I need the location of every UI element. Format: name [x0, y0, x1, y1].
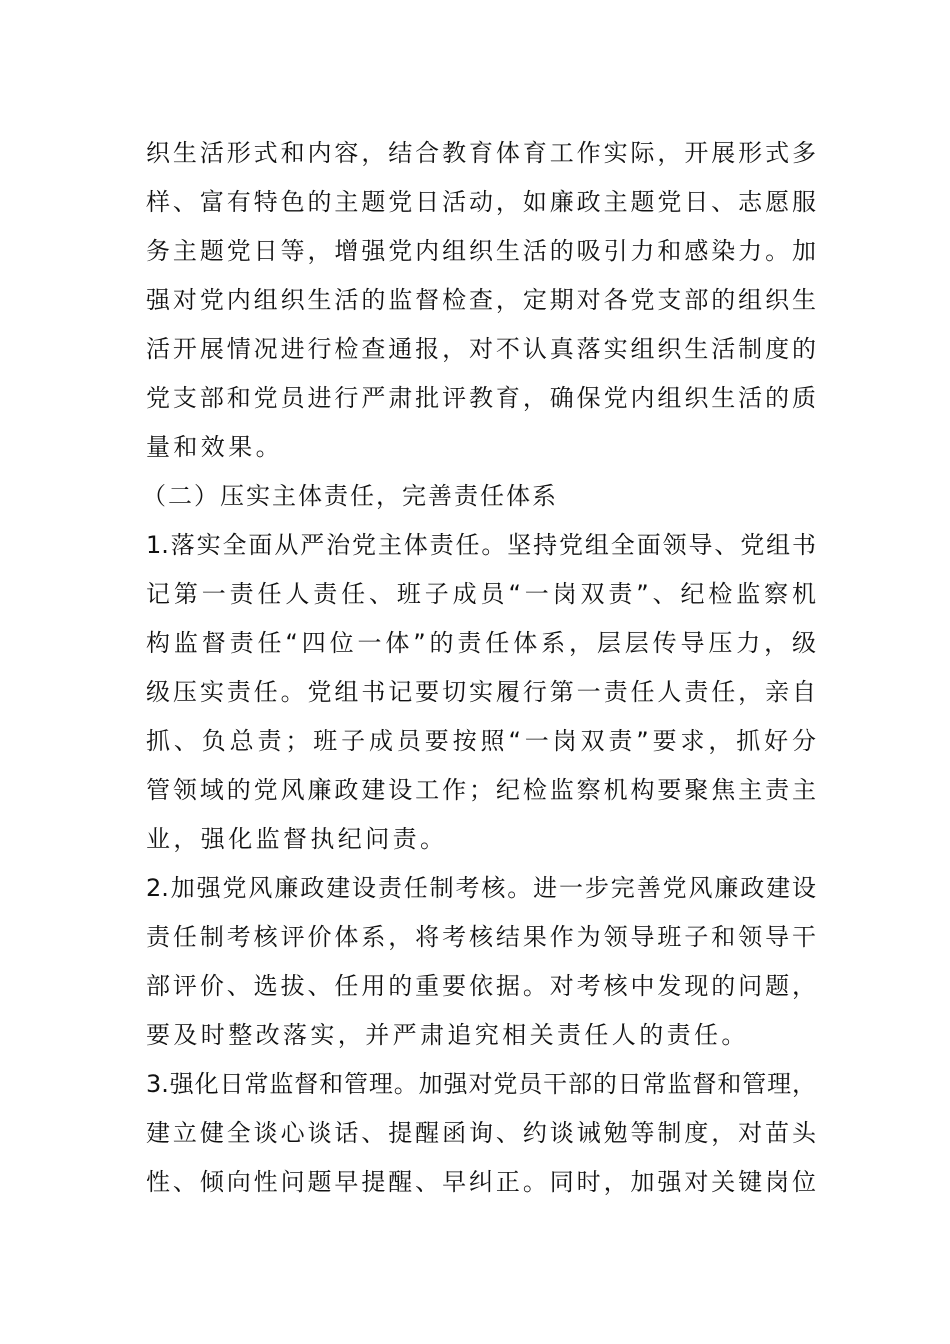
paragraph-1-line-2: 样、富有特色的主题党日活动，如廉政主题党日、志愿服 — [146, 188, 816, 216]
item-1-line-6: 管领域的党风廉政建设工作；纪检监察机构要聚焦主责主 — [146, 776, 816, 804]
item-3-line-2: 建立健全谈心谈话、提醒函询、约谈诫勉等制度，对苗头 — [146, 1119, 816, 1147]
item-1-line-4: 级压实责任。党组书记要切实履行第一责任人责任，亲自 — [146, 678, 816, 706]
item-2-line-2: 责任制考核评价体系，将考核结果作为领导班子和领导干 — [146, 923, 816, 951]
item-3-line-1: 3.强化日常监督和管理。加强对党员干部的日常监督和管理， — [146, 1070, 816, 1098]
item-1-line-3: 构监督责任“四位一体”的责任体系，层层传导压力，级 — [146, 629, 816, 657]
paragraph-1-line-7: 量和效果。 — [146, 433, 283, 461]
paragraph-1-line-1: 织生活形式和内容，结合教育体育工作实际，开展形式多 — [146, 139, 816, 167]
item-2-line-3: 部评价、选拔、任用的重要依据。对考核中发现的问题， — [146, 972, 816, 1000]
paragraph-1-line-6: 党支部和党员进行严肃批评教育，确保党内组织生活的质 — [146, 384, 816, 412]
item-1-line-1: 1.落实全面从严治党主体责任。坚持党组全面领导、党组书 — [146, 531, 816, 559]
item-1-line-2: 记第一责任人责任、班子成员“一岗双责”、纪检监察机 — [146, 580, 816, 608]
item-2-line-1: 2.加强党风廉政建设责任制考核。进一步完善党风廉政建设 — [146, 874, 816, 902]
item-1-line-7: 业，强化监督执纪问责。 — [146, 825, 448, 853]
item-3-line-3: 性、倾向性问题早提醒、早纠正。同时，加强对关键岗位 — [146, 1168, 816, 1196]
paragraph-1-line-4: 强对党内组织生活的监督检查，定期对各党支部的组织生 — [146, 286, 816, 314]
section-heading: （二）压实主体责任，完善责任体系 — [142, 482, 558, 510]
paragraph-1-line-5: 活开展情况进行检查通报，对不认真落实组织生活制度的 — [146, 335, 816, 363]
paragraph-1-line-3: 务主题党日等，增强党内组织生活的吸引力和感染力。加 — [146, 237, 816, 265]
item-2-line-4: 要及时整改落实，并严肃追究相关责任人的责任。 — [146, 1021, 749, 1049]
item-1-line-5: 抓、负总责；班子成员要按照“一岗双责”要求，抓好分 — [146, 727, 816, 755]
